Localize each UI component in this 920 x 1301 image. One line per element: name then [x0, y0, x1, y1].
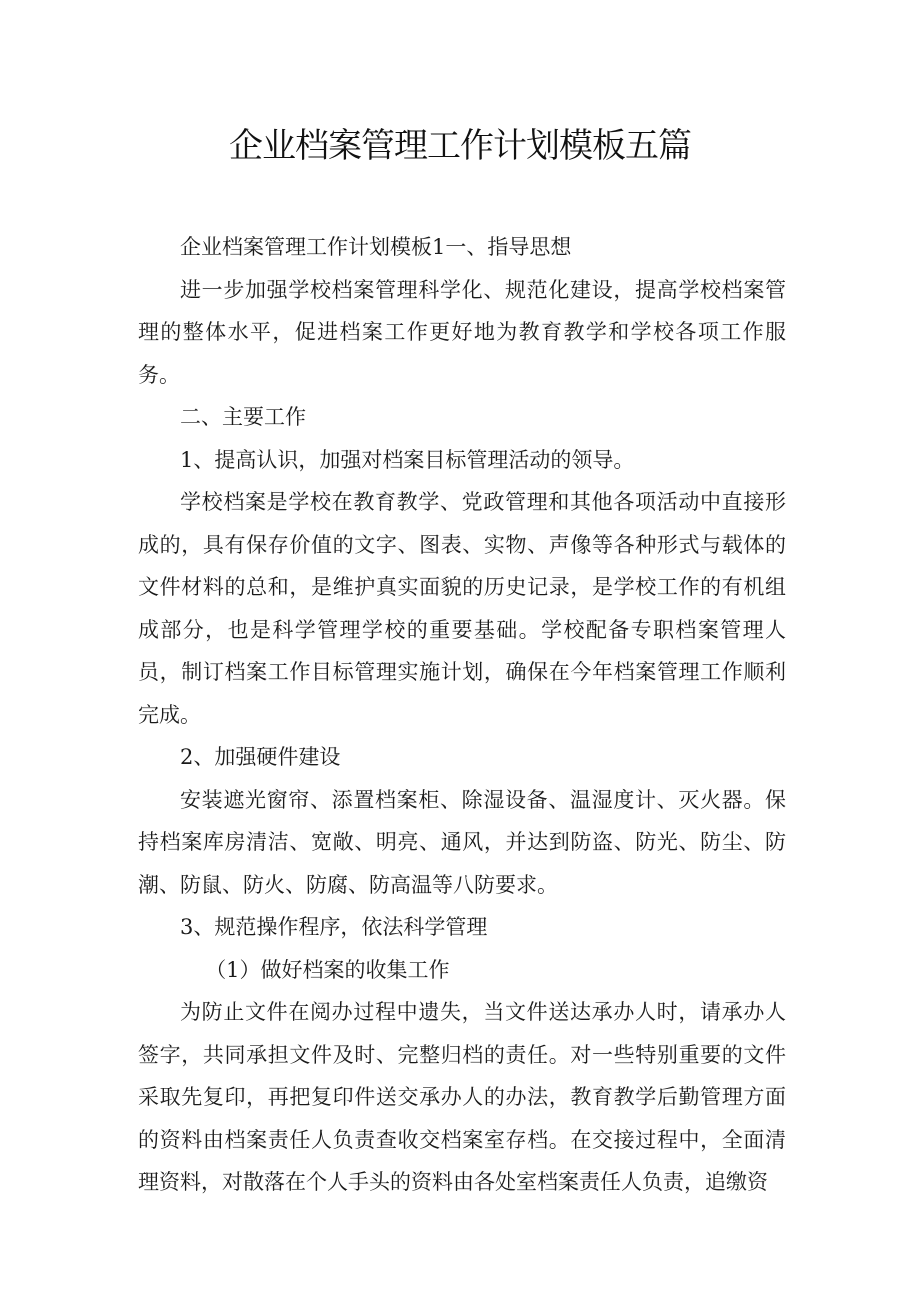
main-work-heading: 二、主要工作	[180, 405, 306, 429]
item-2-paragraph: 安装遮光窗帘、添置档案柜、除湿设备、温湿度计、灭火器。保持档案库房清洁、宽敞、明亮、通风，并达到防盗、防光、防尘、防潮、防鼠、防火、防腐、防高温等八防要求。	[138, 787, 786, 897]
document-title: 企业档案管理工作计划模板五篇	[229, 126, 691, 166]
item-2-heading: 2、加强硬件建设	[180, 745, 341, 769]
sub-item-1-paragraph: 为防止文件在阅办过程中遗失，当文件送达承办人时，请承办人签字，共同承担文件及时、完整归档的责任。对一些特别重要的文件采取先复印，再把复印件送交承办人的办法，教育教学后勤管理方面的资料由档案责任人负责查收交档案室存档。在交接过程中，全面清理资料，对散落在个人手头的资料由各处室档案责任人负责，追缴资	[138, 1000, 786, 1194]
item-1-heading: 1、提高认识，加强对档案目标管理活动的领导。	[180, 447, 635, 472]
section-intro-heading: 企业档案管理工作计划模板1一、指导思想	[180, 235, 572, 259]
sub-item-1-heading: （1）做好档案的收集工作	[205, 957, 450, 982]
document-body	[138, 226, 786, 1204]
item-3-heading: 3、规范操作程序，依法科学管理	[180, 915, 488, 939]
item-1-paragraph: 学校档案是学校在教育教学、党政管理和其他各项活动中直接形成的，具有保存价值的文字、图表、实物、声像等各种形式与载体的文件材料的总和，是维护真实面貌的历史记录，是学校工作的有机组成部分，也是科学管理学校的重要基础。学校配备专职档案管理人员，制订档案工作目标管理实施计划，确保在今年档案管理工作顺利完成。	[138, 490, 786, 727]
guiding-thought-paragraph: 进一步加强学校档案管理科学化、规范化建设，提高学校档案管理的整体水平，促进档案工作更好地为教育教学和学校各项工作服务。	[138, 277, 786, 387]
